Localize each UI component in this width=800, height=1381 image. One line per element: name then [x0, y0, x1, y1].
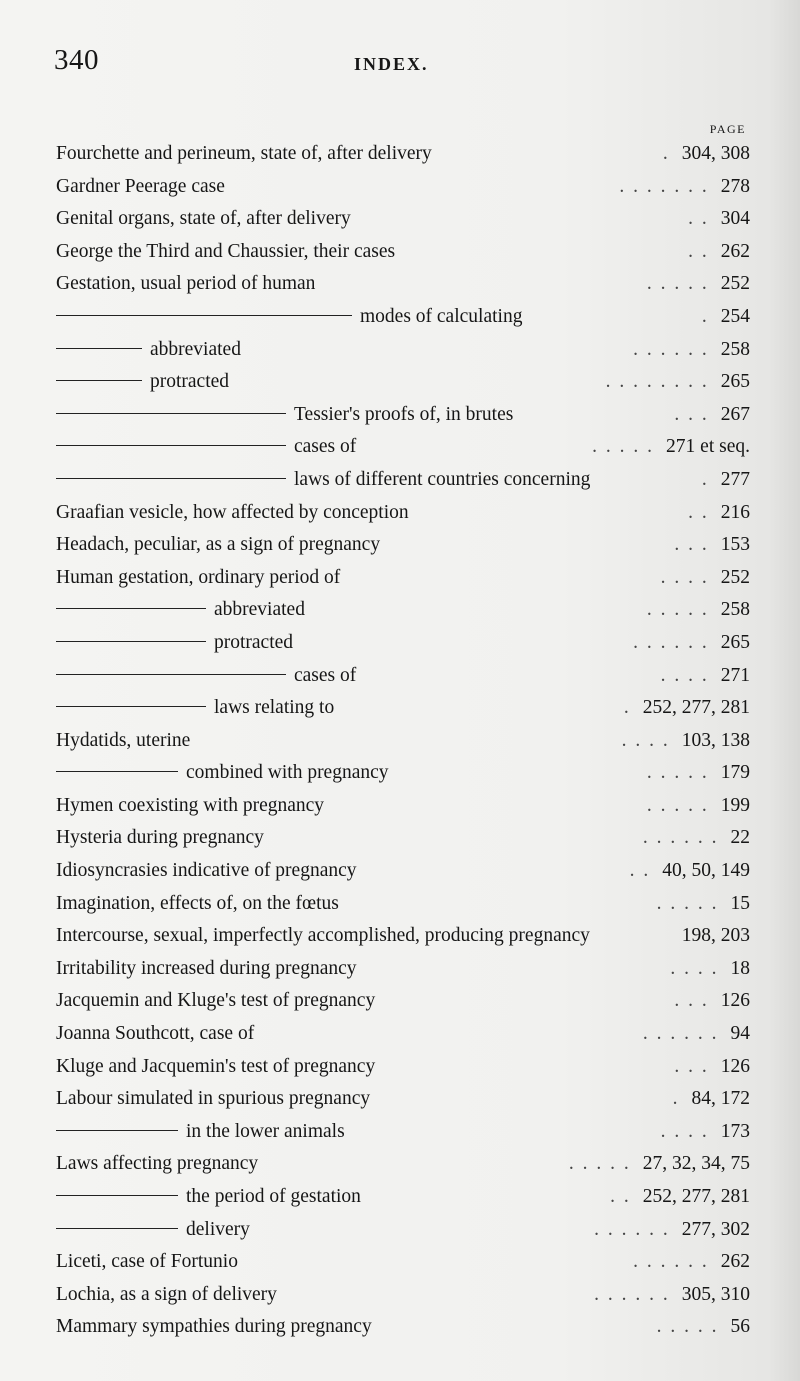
- index-entries: [56, 138, 750, 1344]
- leader-dots: . .: [688, 240, 709, 262]
- leader-dots: .: [701, 468, 709, 490]
- running-title: INDEX.: [354, 54, 429, 74]
- entry-pages: 305, 310: [681, 1283, 750, 1305]
- index-entry: [56, 985, 750, 1018]
- entry-pages: 126: [720, 1055, 750, 1077]
- entry-pages: 94: [730, 1023, 750, 1045]
- leader-dots: . . . . .: [646, 273, 709, 295]
- leader-dots: . .: [629, 860, 651, 882]
- entry-pages: 271 et seq.: [666, 436, 750, 458]
- leader-dots: . .: [688, 501, 709, 523]
- entry-pages: 258: [720, 599, 750, 621]
- ditto-dash: [56, 348, 142, 349]
- leader-dots: . . . .: [660, 566, 709, 588]
- entry-pages: 84, 172: [691, 1088, 750, 1110]
- index-entry: [56, 1311, 750, 1344]
- ditto-dash: [56, 413, 286, 414]
- entry-label: Mammary sympathies during pregnancy: [56, 1316, 372, 1338]
- index-entry: [56, 1018, 750, 1051]
- leader-dots: . . .: [674, 1055, 709, 1077]
- ditto-dash: [56, 1130, 178, 1131]
- ditto-dash: [56, 641, 206, 642]
- leader-dots: . . . . . . .: [619, 175, 709, 197]
- entry-pages: 18: [730, 957, 750, 979]
- entry-label: Human gestation, ordinary period of: [56, 566, 341, 588]
- leader-dots: . . . . .: [656, 892, 719, 914]
- index-entry: [56, 497, 750, 530]
- entry-label: Irritability increased during pregnancy: [56, 957, 357, 979]
- page-header: [54, 44, 754, 84]
- leader-dots: . . . . . .: [633, 338, 709, 360]
- leader-dots: . . . . .: [656, 1316, 719, 1338]
- entry-pages: 153: [720, 534, 750, 556]
- index-entry: [56, 725, 750, 758]
- entry-label: Jacquemin and Kluge's test of pregnancy: [56, 990, 376, 1012]
- ditto-dash: [56, 1228, 178, 1229]
- index-entry: [56, 1214, 750, 1247]
- leader-dots: . . . . . .: [633, 631, 709, 653]
- leader-dots: . . .: [674, 990, 709, 1012]
- entry-pages: 267: [720, 403, 750, 425]
- entry-pages: 103, 138: [681, 729, 750, 751]
- leader-dots: .: [701, 305, 709, 327]
- index-entry: [56, 627, 750, 660]
- index-entry: [56, 790, 750, 823]
- index-entry: [56, 366, 750, 399]
- entry-pages: 173: [720, 1120, 750, 1142]
- index-entry: [56, 953, 750, 986]
- index-entry: [56, 236, 750, 269]
- ditto-dash: [56, 608, 206, 609]
- index-entry: [56, 301, 750, 334]
- entry-label: Genital organs, state of, after delivery: [56, 208, 351, 230]
- entry-label: Laws affecting pregnancy: [56, 1153, 259, 1175]
- entry-pages: 304: [720, 208, 750, 230]
- entry-label: Gardner Peerage case: [56, 175, 225, 197]
- entry-pages: 277, 302: [681, 1218, 750, 1240]
- leader-dots: . . . . .: [646, 599, 709, 621]
- entry-label: Graafian vesicle, how affected by conception: [56, 501, 409, 523]
- index-entry: [56, 757, 750, 790]
- entry-label: Joanna Southcott, case of: [56, 1023, 255, 1045]
- leader-dots: . . . .: [670, 957, 719, 979]
- entry-pages: 265: [720, 631, 750, 653]
- leader-dots: .: [623, 697, 631, 719]
- index-entry: [56, 855, 750, 888]
- entry-pages: 271: [720, 664, 750, 686]
- ditto-dash: [56, 380, 142, 381]
- index-entry: [56, 822, 750, 855]
- leader-dots: . . . . . . . .: [605, 371, 709, 393]
- entry-label: Liceti, case of Fortunio: [56, 1251, 238, 1273]
- leader-dots: . . . . .: [568, 1153, 631, 1175]
- entry-label: Imagination, effects of, on the fœtus: [56, 892, 339, 914]
- ditto-dash: [56, 674, 286, 675]
- entry-pages: 262: [720, 240, 750, 262]
- entry-pages: 252: [720, 566, 750, 588]
- entry-label: cases of: [294, 436, 357, 458]
- index-entry: [56, 660, 750, 693]
- index-entry: [56, 692, 750, 725]
- entry-pages: 254: [720, 305, 750, 327]
- entry-label: protracted: [150, 371, 230, 393]
- entry-pages: 304, 308: [681, 143, 750, 164]
- leader-dots: . . . .: [660, 1120, 709, 1142]
- leader-dots: .: [672, 1088, 680, 1110]
- entry-label: in the lower animals: [186, 1120, 345, 1142]
- entry-pages: 126: [720, 990, 750, 1012]
- entry-pages: 258: [720, 338, 750, 360]
- entry-label: laws relating to: [214, 697, 335, 719]
- index-entry: [56, 334, 750, 367]
- leader-dots: . . .: [674, 403, 709, 425]
- entry-pages: 56: [730, 1316, 750, 1338]
- entry-pages: 179: [720, 762, 750, 784]
- entry-label: laws of different countries concerning: [294, 468, 591, 490]
- entry-label: delivery: [186, 1218, 250, 1240]
- index-entry: [56, 1279, 750, 1312]
- leader-dots: . . . .: [621, 729, 670, 751]
- entry-label: Hysteria during pregnancy: [56, 827, 264, 849]
- entry-label: protracted: [214, 631, 294, 653]
- index-entry: [56, 268, 750, 301]
- leader-dots: . . . . . .: [594, 1283, 670, 1305]
- index-entry: [56, 888, 750, 921]
- leader-dots: . . . . . .: [633, 1251, 709, 1273]
- index-entry: [56, 920, 750, 953]
- entry-label: Fourchette and perineum, state of, after delivery: [56, 143, 432, 164]
- entry-pages: 216: [720, 501, 750, 523]
- index-entry: [56, 431, 750, 464]
- index-entry: [56, 1246, 750, 1279]
- entry-label: abbreviated: [150, 338, 241, 360]
- entry-pages: 199: [720, 794, 750, 816]
- leader-dots: . . . . . .: [594, 1218, 670, 1240]
- page-column-heading: PAGE: [709, 122, 746, 136]
- leader-dots: .: [662, 143, 670, 164]
- leader-dots: . .: [610, 1186, 631, 1207]
- entry-label: Kluge and Jacquemin's test of pregnancy: [56, 1055, 376, 1077]
- index-entry: [56, 203, 750, 236]
- entry-label: Headach, peculiar, as a sign of pregnancy: [56, 534, 381, 556]
- entry-pages: 22: [730, 827, 750, 849]
- entry-pages: 265: [720, 371, 750, 393]
- entry-label: modes of calculating: [360, 305, 523, 327]
- entry-label: Gestation, usual period of human: [56, 273, 316, 295]
- entry-label: Tessier's proofs of, in brutes: [294, 403, 514, 425]
- ditto-dash: [56, 478, 286, 479]
- entry-pages: 40, 50, 149: [662, 860, 750, 882]
- ditto-dash: [56, 706, 206, 707]
- entry-label: combined with pregnancy: [186, 762, 389, 784]
- leader-dots: . . . .: [660, 664, 709, 686]
- index-entry: [56, 1148, 750, 1181]
- leader-dots: . . . . .: [592, 436, 655, 458]
- index-entry: [56, 529, 750, 562]
- page-number: 340: [54, 44, 99, 76]
- index-entry: [56, 594, 750, 627]
- leader-dots: . .: [688, 208, 709, 230]
- entry-pages: 252, 277, 281: [642, 697, 750, 719]
- ditto-dash: [56, 445, 286, 446]
- leader-dots: . . . . . .: [642, 1023, 719, 1045]
- entry-pages: 252, 277, 281: [642, 1186, 750, 1207]
- entry-label: Idiosyncrasies indicative of pregnancy: [56, 860, 357, 882]
- entry-pages: 278: [720, 175, 750, 197]
- index-entry: [56, 399, 750, 432]
- entry-pages: 252: [720, 273, 750, 295]
- index-entry: [56, 1181, 750, 1214]
- leader-dots: . . . . .: [646, 794, 709, 816]
- index-entry: [56, 138, 750, 171]
- index-entry: [56, 1116, 750, 1149]
- entry-label: Intercourse, sexual, imperfectly accomplished, producing pregnancy: [56, 925, 590, 947]
- index-entry: [56, 1051, 750, 1084]
- leader-dots: . . . . .: [646, 762, 709, 784]
- index-entry: [56, 562, 750, 595]
- ditto-dash: [56, 771, 178, 772]
- entry-label: cases of: [294, 664, 357, 686]
- entry-label: Hymen coexisting with pregnancy: [56, 794, 325, 816]
- entry-pages: 27, 32, 34, 75: [642, 1153, 750, 1175]
- index-entry: [56, 1083, 750, 1116]
- ditto-dash: [56, 1195, 178, 1196]
- leader-dots: . . . . . .: [642, 827, 719, 849]
- entry-label: abbreviated: [214, 599, 305, 621]
- leader-dots: . . .: [674, 534, 709, 556]
- entry-pages: 15: [730, 892, 750, 914]
- index-entry: [56, 171, 750, 204]
- index-entry: [56, 464, 750, 497]
- entry-label: George the Third and Chaussier, their cases: [56, 240, 396, 262]
- entry-label: Hydatids, uterine: [56, 729, 191, 751]
- entry-label: Lochia, as a sign of delivery: [56, 1283, 277, 1305]
- entry-label: Labour simulated in spurious pregnancy: [56, 1088, 371, 1110]
- entry-pages: 198, 203: [681, 925, 750, 947]
- ditto-dash: [56, 315, 352, 316]
- entry-pages: 277: [720, 468, 750, 490]
- entry-label: the period of gestation: [186, 1186, 361, 1207]
- entry-pages: 262: [720, 1251, 750, 1273]
